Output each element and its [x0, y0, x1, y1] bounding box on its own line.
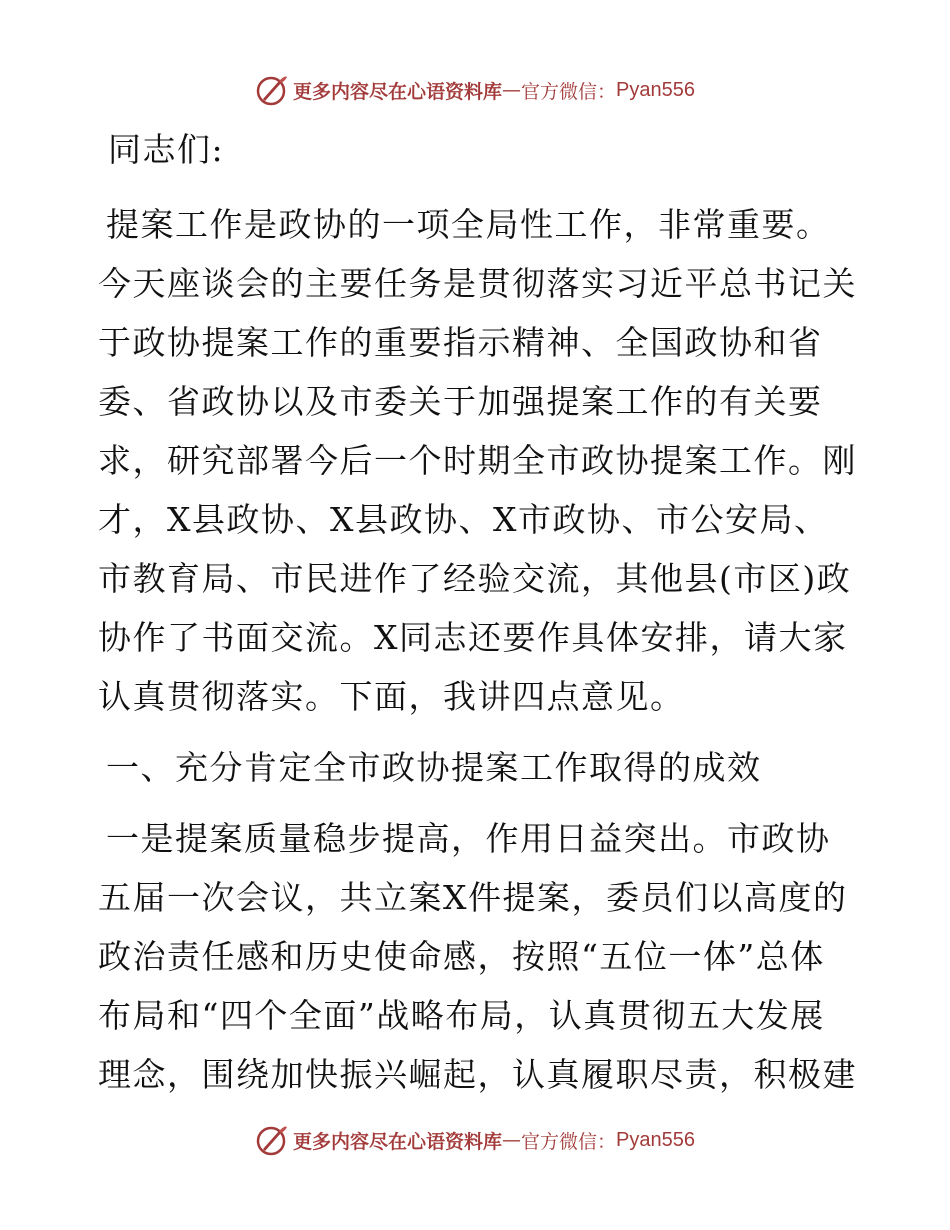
section-heading: 一、充分肯定全市政协提案工作取得的成效: [106, 748, 762, 787]
banner-dash: —: [502, 1129, 522, 1151]
banner-dash: —: [502, 79, 522, 101]
banner-wechat-id: Pyan556: [616, 1128, 695, 1151]
paragraph-section-one: 一是提案质量稳步提高，作用日益突出。市政协五届一次会议，共立案X件提案，委员们以高度的政治责任感和历史使命感，按照“五位一体”总体布局和“四个全面”战略布局，认真贯彻五大发展理念，围绕加快振兴崛起，认真履职尽责，积极建: [98, 819, 857, 1094]
quill-pen-logo-icon: [255, 73, 289, 107]
paragraph-intro: 提案工作是政协的一项全局性工作，非常重要。今天座谈会的主要任务是贯彻落实习近平总书记关于政协提案工作的重要指示精神、全国政协和省委、省政协以及市委关于加强提案工作的有关要求，研究部署今后一个时期全市政协提案工作。刚才，X县政协、X县政协、X市政协、市公安局、市教育局、市民进作了经验交流，其他县(市区)政协作了书面交流。X同志还要作具体安排，请大家认真贯彻落实。下面，我讲四点意见。: [98, 205, 857, 716]
salutation: 同志们:: [108, 130, 225, 169]
banner-wechat-label: 官方微信：: [521, 1130, 617, 1153]
document-body: [98, 120, 858, 1104]
banner-brand: 更多内容尽在心语资料库: [293, 80, 503, 103]
header-banner: [0, 70, 950, 110]
banner-wechat-label: 官方微信：: [521, 80, 617, 103]
banner-wechat-id: Pyan556: [616, 78, 695, 101]
quill-pen-logo-icon: [255, 1123, 289, 1157]
footer-banner: [0, 1120, 950, 1160]
banner-brand: 更多内容尽在心语资料库: [293, 1130, 503, 1153]
